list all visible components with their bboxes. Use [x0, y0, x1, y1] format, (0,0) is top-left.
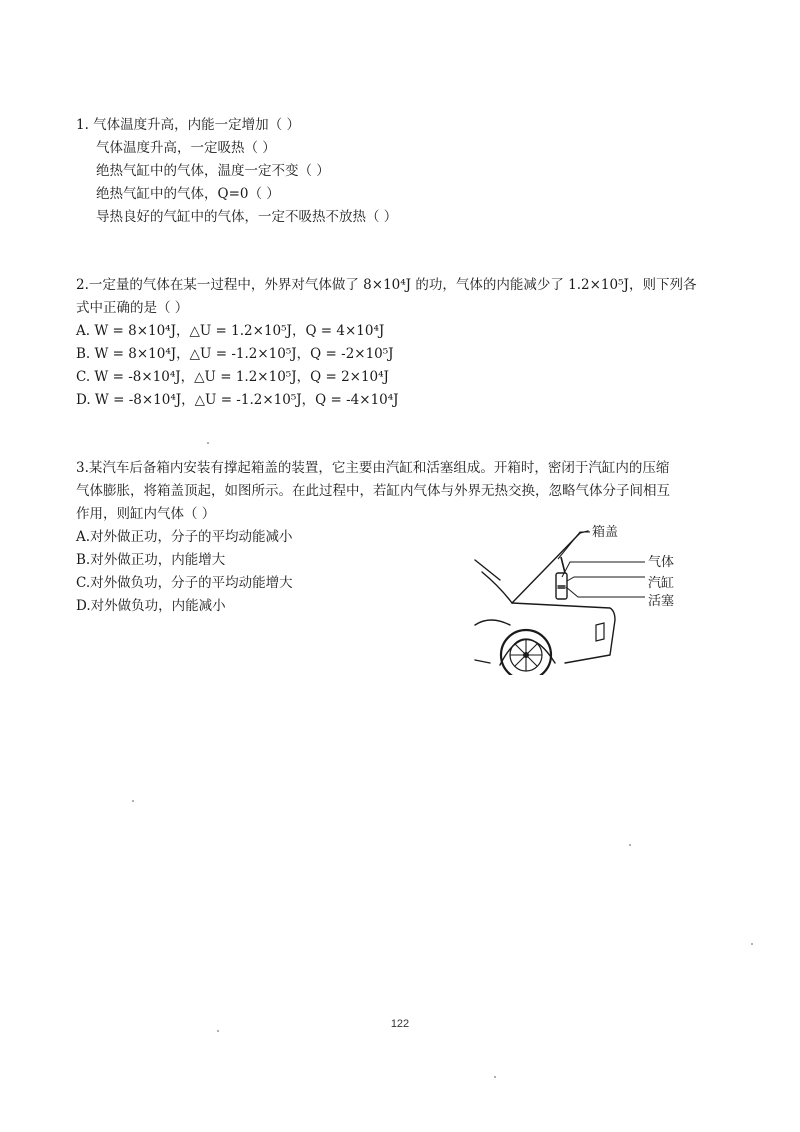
q3-option-b: B.对外做正功，内能增大	[76, 552, 226, 568]
q2-option-b: B. W = 8×10⁴J，△U = -1.2×10⁵J，Q = -2×10⁵J	[76, 346, 394, 362]
q3-option-a: A.对外做正功，分子的平均动能减小	[76, 529, 293, 545]
page-number: 122	[390, 1018, 410, 1030]
scan-speck	[494, 1076, 496, 1078]
wheel	[501, 630, 551, 675]
label-lid: 箱盖	[592, 525, 619, 540]
scan-speck	[132, 800, 134, 802]
scan-speck	[217, 1030, 219, 1032]
label-gas: 气体	[648, 555, 675, 570]
q2-stem-line-1: 2.一定量的气体在某一过程中，外界对气体做了 8×10⁴J 的功，气体的内能减少了 1.2×10⁵J，则下列各	[76, 277, 697, 293]
q3-option-c: C.对外做负功，分子的平均动能增大	[76, 575, 293, 591]
cylinder-leader	[567, 577, 645, 581]
q2-option-c: C. W = -8×10⁴J，△U = 1.2×10⁵J，Q = 2×10⁴J	[76, 369, 389, 385]
q2-stem-line-2: 式中正确的是（ ）	[76, 300, 189, 316]
q1-item-2: 绝热气缸中的气体，温度一定不变（ ）	[96, 163, 330, 179]
q3-stem-line-1: 3.某汽车后备箱内安装有撑起箱盖的装置，它主要由汽缸和活塞组成。开箱时，密闭于汽缸内的压缩	[76, 460, 670, 476]
piston-leader	[566, 587, 645, 597]
q1-item-4: 导热良好的气缸中的气体，一定不吸热不放热（ ）	[96, 209, 398, 225]
gas-leader	[562, 562, 645, 577]
piston	[558, 585, 566, 589]
q3-stem-line-2: 气体膨胀，将箱盖顶起，如图所示。在此过程中，若缸内气体与外界无热交换，忽略气体分子间相互	[76, 483, 670, 499]
scan-speck	[751, 943, 753, 945]
scan-speck	[629, 844, 631, 846]
rear-window	[482, 572, 512, 603]
q1-title: 1. 气体温度升高，内能一定增加（ ）	[76, 117, 300, 133]
car-trunk-figure	[470, 515, 685, 675]
lid-leader	[558, 532, 590, 559]
wheel-arch	[500, 639, 555, 665]
label-piston: 活塞	[648, 594, 675, 609]
gas-strut	[556, 557, 567, 599]
tail-light	[596, 623, 604, 641]
scan-speck	[207, 442, 209, 444]
q3-stem-line-3: 作用，则缸内气体（ ）	[76, 506, 216, 522]
q2-option-a: A. W = 8×10⁴J，△U = 1.2×10⁵J，Q = 4×10⁴J	[76, 323, 385, 339]
q1-item-1: 气体温度升高，一定吸热（ ）	[96, 140, 276, 156]
q1-item-3: 绝热气缸中的气体，Q=0（ ）	[96, 186, 280, 202]
trunk-lid	[512, 533, 580, 603]
label-cylinder: 汽缸	[648, 576, 675, 591]
q2-option-d: D. W = -8×10⁴J，△U = -1.2×10⁵J，Q = -4×10⁴J	[76, 392, 399, 408]
q3-option-d: D.对外做负功，内能减小	[76, 598, 226, 614]
